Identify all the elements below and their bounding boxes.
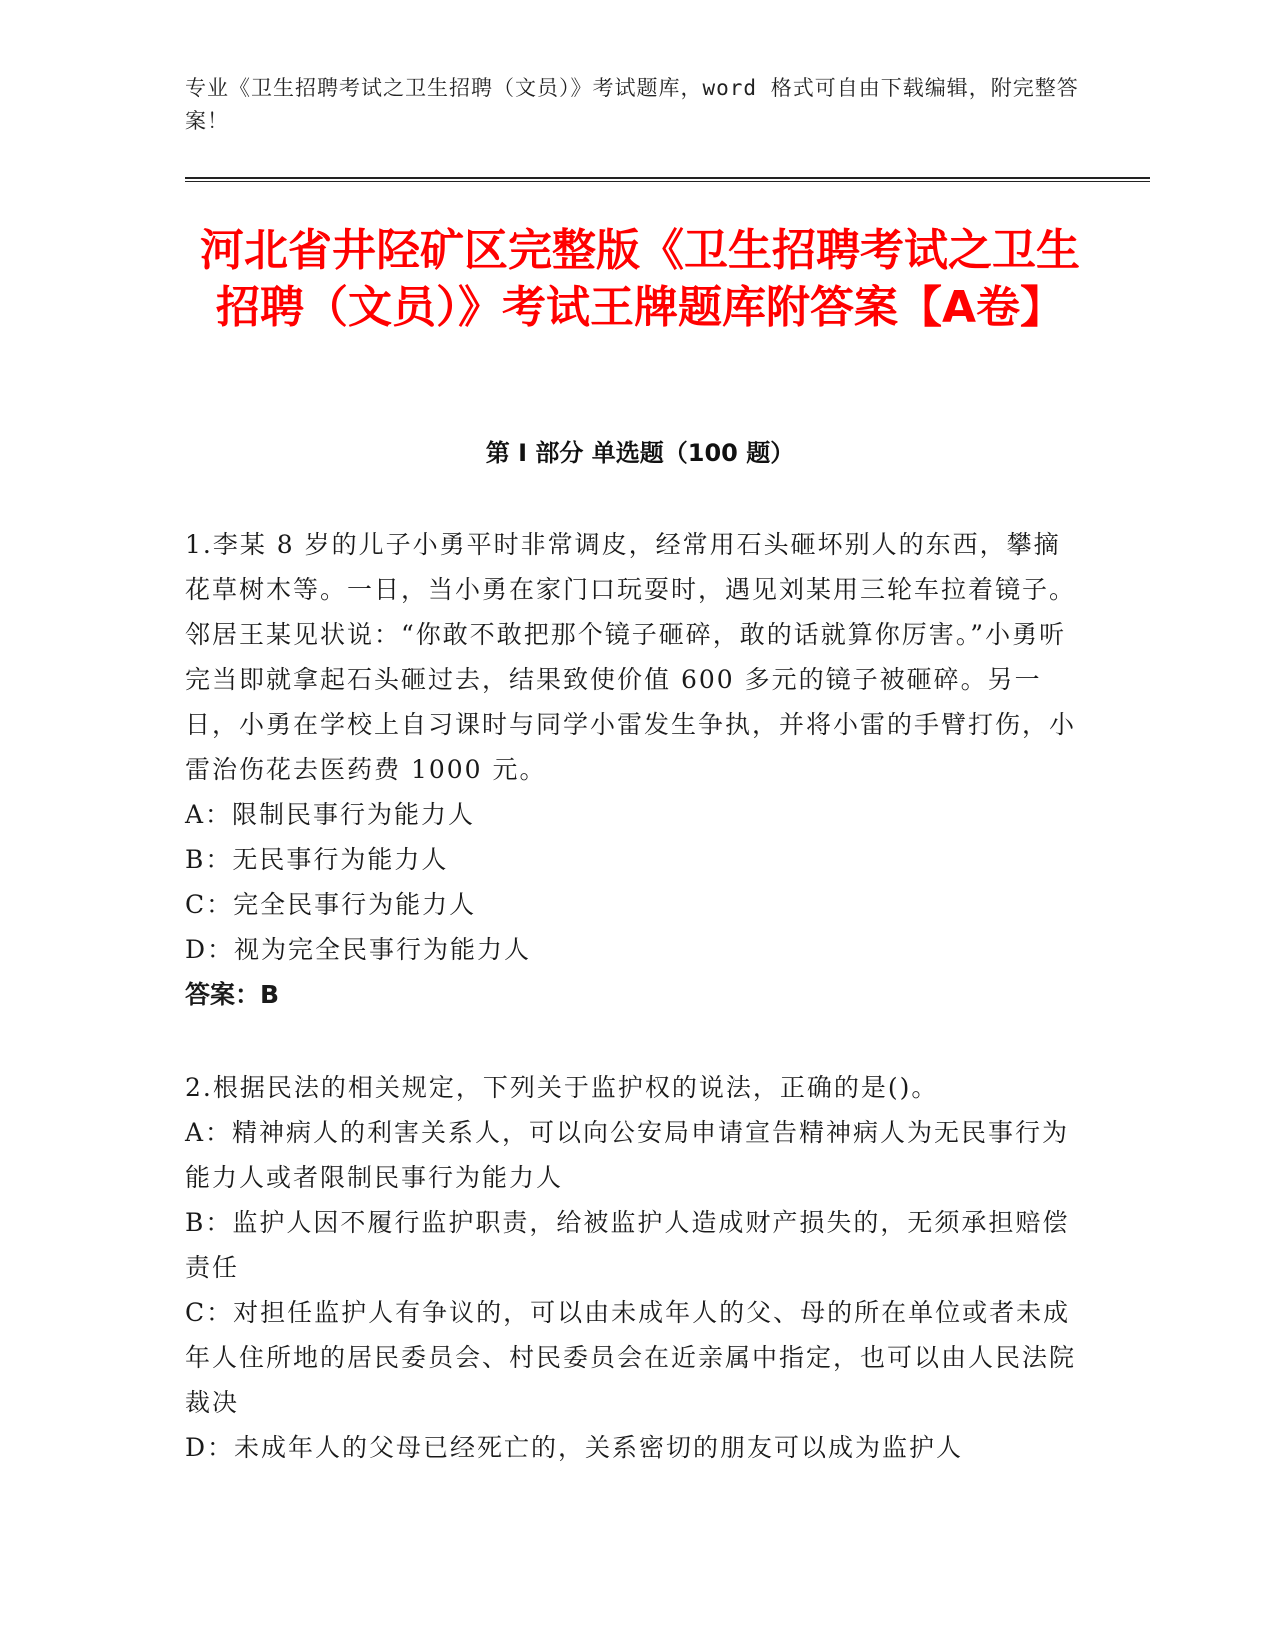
option-c: C：对担任监护人有争议的，可以由未成年人的父、母的所在单位或者未成年人住所地的居民委员会、村民委员会在近亲属中指定，也可以由人民法院裁决 [185, 1298, 1077, 1417]
question-stem: 1.李某 8 岁的儿子小勇平时非常调皮，经常用石头砸坏别人的东西，攀摘花草树木等。一日，当小勇在家门口玩耍时，遇见刘某用三轮车拉着镜子。邻居王某见状说：“你敢不敢把那个镜子砸碎，敢的话就算你厉害。”小勇听完当即就拿起石头砸过去，结果致使价值 600 多元的镜子被砸碎。另一日，小勇在学校上自习课时与同学小雷发生争执，并将小雷的手臂打伤，小雷治伤花去医药费 1000 元。 [185, 530, 1077, 784]
section-title: 第 I 部分 单选题（100 题） [485, 439, 795, 467]
document-title: 河北省井陉矿区完整版《卫生招聘考试之卫生招聘（文员）》考试王牌题库附答案【A卷】 [200, 225, 1080, 333]
option-d: D：视为完全民事行为能力人 [185, 935, 532, 964]
option-c: C：完全民事行为能力人 [185, 890, 477, 919]
option-d: D：未成年人的父母已经死亡的，关系密切的朋友可以成为监护人 [185, 1433, 964, 1462]
option-a: A：精神病人的利害关系人，可以向公安局申请宣告精神病人为无民事行为能力人或者限制民事行为能力人 [185, 1118, 1070, 1192]
option-a: A：限制民事行为能力人 [185, 800, 476, 829]
question-stem: 2.根据民法的相关规定，下列关于监护权的说法，正确的是()。 [185, 1073, 939, 1102]
option-b: B：监护人因不履行监护职责，给被监护人造成财产损失的，无须承担赔偿责任 [185, 1208, 1070, 1282]
answer-label: 答案：B [185, 980, 280, 1009]
option-b: B：无民事行为能力人 [185, 845, 449, 874]
header-rule-thick [185, 177, 1150, 179]
header-note: 专业《卫生招聘考试之卫生招聘（文员）》考试题库，word 格式可自由下载编辑，附完整答案！ [185, 76, 1079, 133]
question-1 [185, 522, 1080, 1017]
header-rule-thin [185, 181, 1150, 182]
question-2 [185, 1065, 1080, 1470]
